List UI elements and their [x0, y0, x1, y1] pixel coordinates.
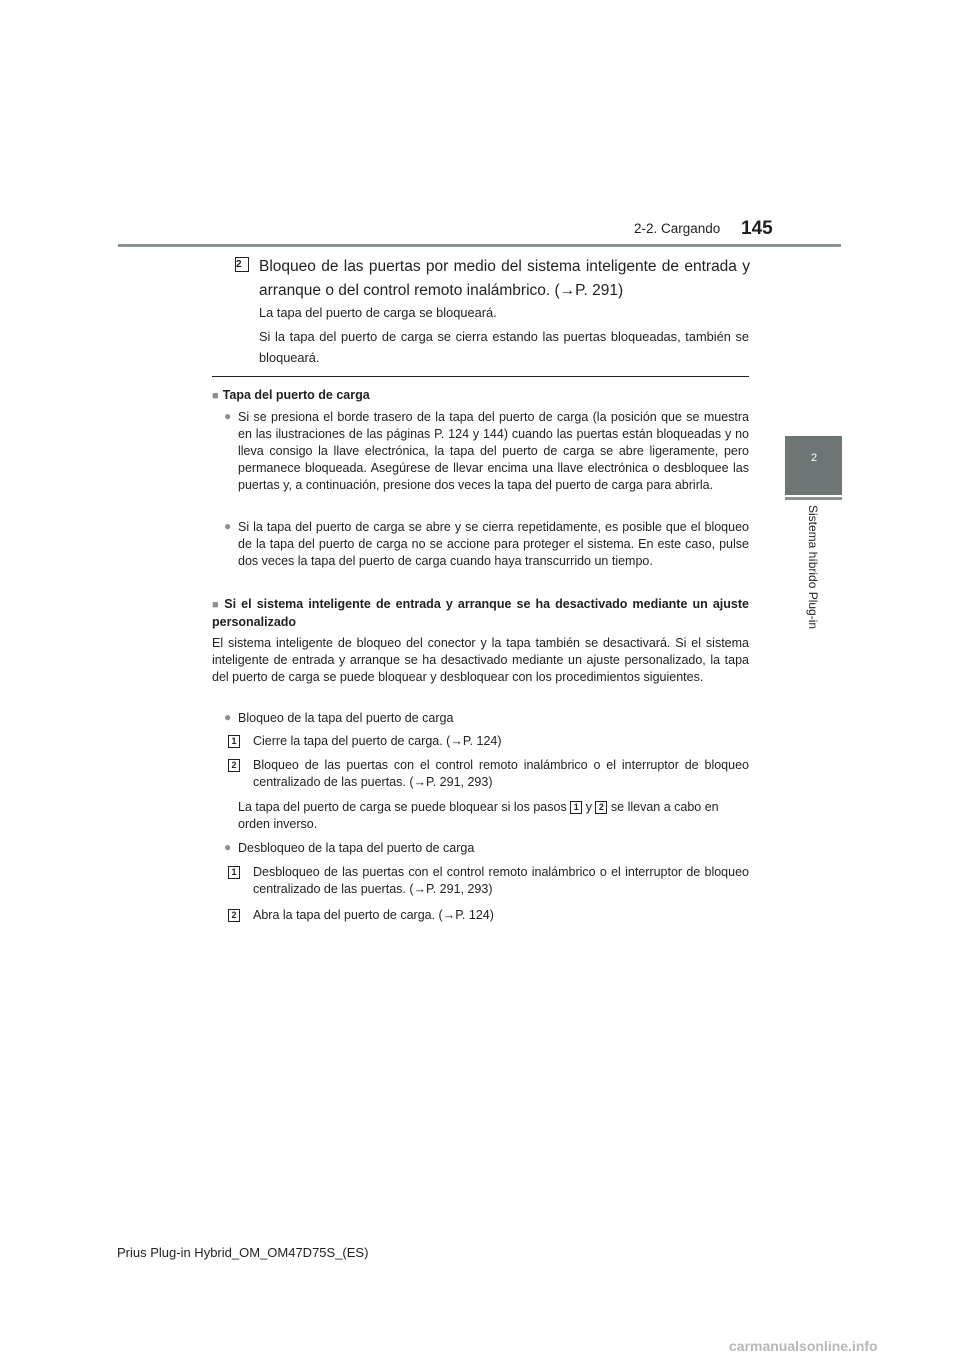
lock-step-1: Cierre la tapa del puerto de carga. (→P. 124)	[253, 734, 502, 748]
section-divider	[212, 376, 749, 377]
section-1-title: Tapa del puerto de carga	[222, 388, 370, 402]
section-1-bullet-2: Si la tapa del puerto de carga se abre y se cierra repetidamente, es posible que el bloqueo de la tapa del puerto de carga no se accione para proteger el sistema. En este caso, pulse dos veces la tapa del puerto de carga cuando haya transcurrido un tiempo.	[238, 520, 749, 568]
chapter-number: 2	[810, 452, 818, 464]
circle-bullet-icon: ●	[224, 710, 232, 724]
step-number-badge: 2	[228, 909, 240, 922]
step-note-2: Si la tapa del puerto de carga se cierra estando las puertas bloqueadas, también se bloqueará.	[259, 329, 749, 365]
chapter-title: Sistema híbrido Plug-in	[806, 505, 820, 630]
chapter-tab-rule	[785, 497, 842, 500]
square-bullet-icon: ■	[212, 599, 221, 611]
header-rule	[118, 244, 841, 247]
lock-title: Bloqueo de la tapa del puerto de carga	[238, 711, 454, 725]
unlock-title: Desbloqueo de la tapa del puerto de carga	[238, 841, 475, 855]
lock-note-text-a: La tapa del puerto de carga se puede bloquear si los pasos	[238, 800, 567, 814]
lock-step-2: Bloqueo de las puertas con el control remoto inalámbrico o el interruptor de bloqueo centralizado de las puertas. (→P. 291, 293)	[253, 758, 749, 789]
section-1-bullet-1: Si se presiona el borde trasero de la tapa del puerto de carga (la posición que se muestra en las ilustraciones de las páginas P. 124 y 144) cuando las puertas están bloqueadas y no lleva consigo la llave electrónica, la tapa del puerto de carga se abre ligeramente, pero permanece bloqueada. Asegúrese de llevar encima una llave electrónica o desbloquee las puertas y, a continuación, presione dos veces la tapa del puerto de carga para abrirla.	[238, 410, 749, 492]
section-2-intro: El sistema inteligente de bloqueo del conector y la tapa también se desactivará. Si el sistema inteligente de entrada y arranque se ha desactivado mediante un ajuste personalizado, la tapa del puerto de carga se puede bloquear y desbloquear con los procedimientos siguientes.	[212, 636, 749, 684]
unlock-step-2: Abra la tapa del puerto de carga. (→P. 124)	[253, 908, 494, 922]
unlock-step-1: Desbloqueo de las puertas con el control remoto inalámbrico o el interruptor de bloqueo centralizado de las puertas. (→P. 291, 293)	[253, 865, 749, 896]
step-number-badge: 2	[235, 257, 249, 272]
section-2-heading	[212, 596, 749, 631]
step-number-badge: 1	[228, 735, 240, 748]
step-reference-badge: 1	[570, 801, 582, 814]
square-bullet-icon: ■	[212, 390, 219, 402]
lock-note-y: y	[585, 800, 592, 814]
circle-bullet-icon: ●	[224, 409, 232, 423]
section-label: 2-2. Cargando	[634, 221, 721, 236]
step-2-block	[235, 255, 750, 303]
watermark: carmanualsonline.info	[729, 1338, 878, 1354]
step-number-badge: 1	[228, 866, 240, 879]
step-2-text: Bloqueo de las puertas por medio del sistema inteligente de entrada y arranque o del control remoto inalámbrico. (→P. 291)	[259, 258, 750, 299]
section-2-title: Si el sistema inteligente de entrada y arranque se ha desactivado mediante un ajuste personalizado	[212, 597, 749, 629]
step-number-badge: 2	[228, 759, 240, 772]
chapter-tab	[785, 436, 842, 495]
lock-note	[238, 799, 749, 833]
document-footer: Prius Plug-in Hybrid_OM_OM47D75S_(ES)	[117, 1245, 369, 1260]
lock-note-text-b: se llevan a cabo en orden inverso.	[238, 800, 719, 831]
circle-bullet-icon: ●	[224, 519, 232, 533]
step-note-1: La tapa del puerto de carga se bloqueará.	[259, 305, 497, 320]
section-1-heading	[212, 387, 749, 405]
circle-bullet-icon: ●	[224, 840, 232, 854]
page-number: 145	[741, 218, 773, 239]
step-reference-badge: 2	[595, 801, 607, 814]
